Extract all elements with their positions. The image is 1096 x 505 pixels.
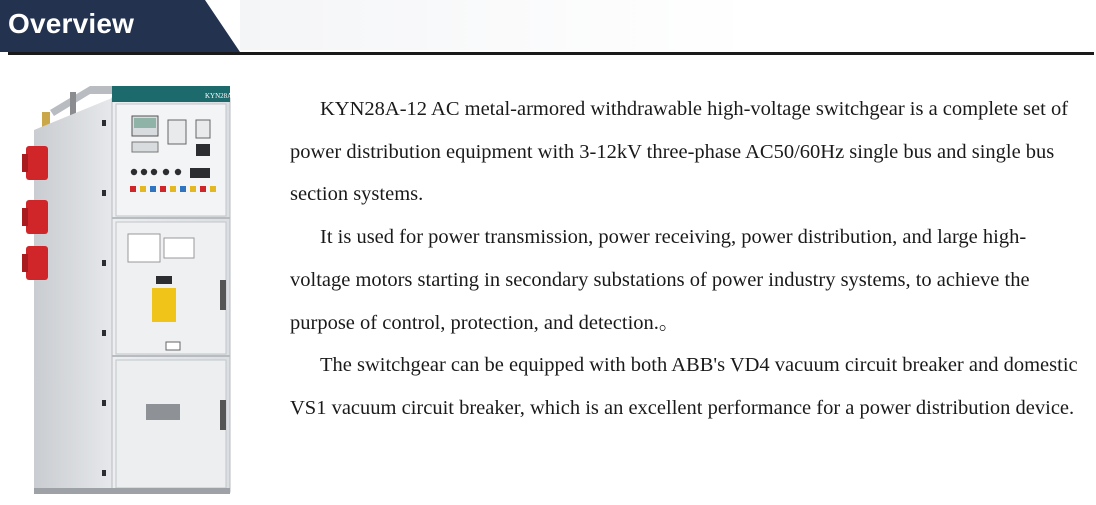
paragraph-breakers: The switchgear can be equipped with both ABB's VD4 vacuum circuit breaker and domestic VS1 vacuum circuit breaker, which is an excellent performance for a power distribution device. — [290, 354, 1078, 419]
bushing-icon — [22, 146, 48, 280]
header-background — [240, 0, 1096, 50]
section-title: Overview — [8, 8, 135, 39]
section-header — [0, 0, 1096, 56]
paragraph-intro: KYN28A-12 AC metal-armored withdrawable high-voltage switchgear is a complete set of power distribution equipment with 3-12kV three-phase AC50/60Hz single bus and single bus section systems. — [290, 98, 1069, 206]
header-divider — [8, 52, 1094, 55]
switchgear-cabinet-image — [20, 80, 250, 500]
cabinet-top-label: KYN28A-12 — [205, 92, 242, 100]
overview-text — [290, 88, 1080, 430]
paragraph-usage: It is used for power transmission, power receiving, power distribution, and large high-voltage motors starting in secondary substations of power industry systems, to achieve the purpose of control, protection, and detection.。 — [290, 226, 1030, 334]
